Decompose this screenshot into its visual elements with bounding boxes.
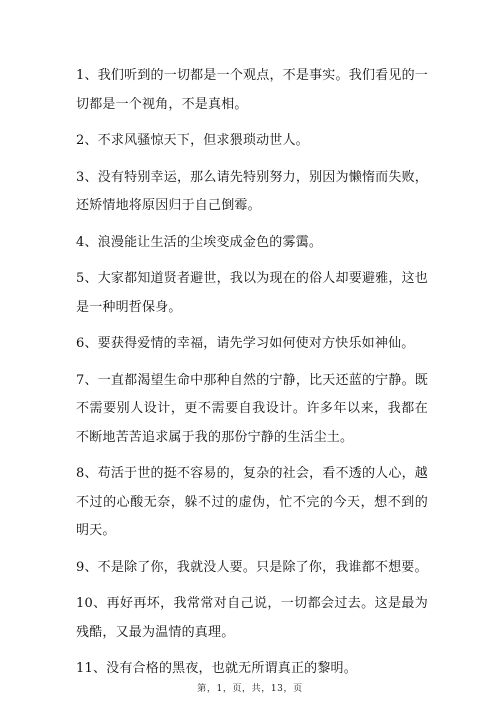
quote-item-10: 10、再好再坏，我常常对自己说，一切都会过去。这是最为残酷，又最为温情的真理。	[76, 596, 428, 640]
quote-item-8: 8、苟活于世的挺不容易的，复杂的社会，看不透的人心，越不过的心酸无奈，躲不过的虚伪，忙不完的今天，想不到的明天。	[76, 466, 428, 538]
quote-list	[76, 62, 428, 692]
quote-item-11: 11、没有合格的黑夜，也就无所谓真正的黎明。	[76, 661, 357, 676]
quote-item-1: 1、我们听到的一切都是一个观点，不是事实。我们看见的一切都是一个视角，不是真相。	[76, 68, 428, 112]
page-footer: 第，1，页，共，13，页	[197, 684, 303, 694]
quote-item-6: 6、要获得爱情的幸福，请先学习如何使对方快乐如神仙。	[76, 336, 415, 351]
quote-item-9: 9、不是除了你，我就没人要。只是除了你，我谁都不想要。	[76, 559, 428, 575]
quote-item-5: 5、大家都知道贤者避世，我以为现在的俗人却要避雅，这也是一种明哲保身。	[76, 271, 428, 315]
quote-item-7: 7、一直都渴望生命中那种自然的宁静，比天还蓝的宁静。既不需要别人设计，更不需要自我设计。许多年以来，我都在不断地苦苦追求属于我的那份宁静的生活尘土。	[76, 372, 428, 445]
quote-item-4: 4、浪漫能让生活的尘埃变成金色的雾霭。	[76, 234, 323, 250]
quote-item-3: 3、没有特别幸运，那么请先特别努力，别因为懒惰而失败，还矫情地将原因归于自己倒霉。	[76, 169, 428, 213]
quote-item-2: 2、不求风骚惊天下，但求猥琐动世人。	[76, 133, 309, 148]
